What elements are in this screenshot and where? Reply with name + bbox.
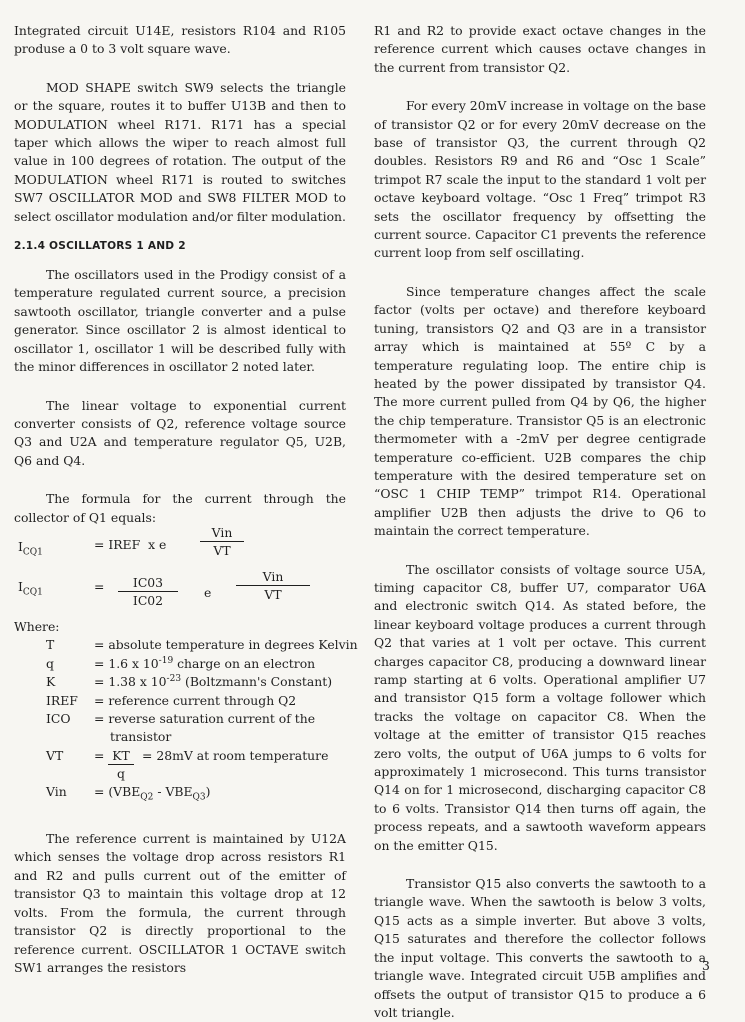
vt-fraction: $\frac{KT}{q}$ [108,748,134,781]
formula-2-e: e [204,584,212,600]
formula-1-exponent: Vin VT [200,525,244,558]
formula-2-exponent: Vin VT [236,569,310,602]
def-row-q: q = 1.6 x $10^{-19}$ charge on an electron [46,655,316,671]
formula-1 [14,524,346,573]
def-row-t: T = absolute temperature in degrees Kelvin [46,637,358,653]
right-column [374,22,706,1022]
paragraph-triangle-conversion: Transistor Q15 also converts the sawtooth to a triangle wave. When the sawtooth is below 3 volts, Q15 acts as a simple inverter. But above 3 volts, Q15 saturates and therefore the collector follows the input voltage. This converts the sawtooth to a triangle wave. Integrated circuit U5B amplifies and offsets the output of transistor Q15 to produce a 6 volt triangle. [374,876,706,1020]
def-row-ico: ICO = reverse saturation current of the [46,710,316,726]
paragraph-reference-current: The reference current is maintained by U12A which senses the voltage drop across resistors R1 and R2 and pulls current out of the emitter of transistor Q3 to maintain this voltage drop at 12 volts. From the formula, the current through transistor Q2 is directly proportional to the reference current. OSCILLATOR 1 OCTAVE switch SW1 arranges the resistors [14,831,346,975]
formula-1-rhs: = IREF x e [94,536,167,552]
formula-1-lhs: $I_{CQ1}$ [18,538,43,558]
paragraph-temperature: Since temperature changes affect the scale factor (volts per octave) and therefore keyboard tuning, transistors Q2 and Q3 are in a transistor array which is maintained at 55º C by a temperature regulating loop. The entire chip is heated by the power dissipated by transistor Q4. The more current pulled from Q4 by Q6, the higher the chip temperature. Transistor Q5 is an electronic thermometer with a -2mV per degree centigrade temperature co-efficient. U2B compares the chip temperature with the desired temperature set on “OSC 1 CHIP TEMP” trimpot R14. Operational amplifier U2B then adjusts the drive to Q6 to maintain the correct temperature. [374,283,706,539]
where-label: Where: [14,618,60,634]
section-heading: 2.1.4 OSCILLATORS 1 AND 2 [14,240,186,253]
paragraph-converter: The linear voltage to exponential current converter consists of Q2, reference voltage source Q3 and U2A and temperature regulator Q5, U2B, Q6 and Q4. [14,397,346,468]
paragraph-formula-intro: The formula for the current through the collector of Q1 equals: [14,491,346,525]
def-row-ico-cont: transistor [110,729,172,745]
left-column [14,22,358,977]
def-row-vt: VT = $\frac{KT}{q}$ = 28mV at room temperature [46,747,329,781]
where-definitions [14,618,358,803]
page-number: 3 [702,958,710,973]
paragraph-square-wave: Integrated circuit U14E, resistors R104 and R105 produse a 0 to 3 volt square wave. [14,23,346,57]
def-row-iref: IREF = reference current through Q2 [46,692,297,708]
formula-2-lhs: $I_{CQ1}$ [18,578,43,598]
def-row-k: K = 1.38 x $10^{-23}$ (Boltzmann's Constant) [46,674,333,690]
paragraph-mod-shape: MOD SHAPE switch SW9 selects the triangle or the square, routes it to buffer U13B and then to MODULATION wheel R171. R171 has a special taper which allows the wiper to reach almost full value in 100 degrees of rotation. The output of the MODULATION wheel R171 is routed to switches SW7 OSCILLATOR MOD and SW8 FILTER MOD to select oscillator modulation and/or filter modulation. [14,79,346,224]
paragraph-oscillators-intro: The oscillators used in the Prodigy consist of a temperature regulated current source, a precision sawtooth oscillator, triangle converter and a pulse generator. Since oscillator 2 is almost identical to oscillator 1, oscillator 1 will be described fully with the minor differences in oscillator 2 noted later. [14,267,346,375]
formula-2-equals: = [94,578,105,594]
def-row-vin: Vin = $(VBE_{Q2} - VBE_{Q3})$ [46,783,211,803]
paragraph-20mv: For every 20mV increase in voltage on the base of transistor Q2 or for every 20mV decrease on the base of transistor Q3, the current through Q2 doubles. Resistors R9 and R6 and “Osc 1 Scale” trimpot R7 scale the input to the standard 1 volt per octave keyboard voltage. “Osc 1 Freq” trimpot R3 sets the oscillator frequency by offsetting the current source. Capacitor C1 prevents the reference current loop from self oscillating. [374,98,706,261]
paragraph-oscillator-circuit: The oscillator consists of voltage source U5A, timing capacitor C8, buffer U7, comparator U6A and electronic switch Q14. As stated before, the linear keyboard voltage produces a current through Q2 that varies at 1 volt per octave. This current charges capacitor C8, producing a downward linear ramp starting at 6 volts. Operational amplifier U7 and transistor Q15 form a voltage follower which tracks the voltage on capacitor C8. When the voltage at the emitter of transistor Q15 reaches zero volts, the output of U6A jumps to 6 volts for approximately 1 microsecond. This turns transistor Q14 on for 1 microsecond, discharging capacitor C8 to 6 volts. Transistor Q14 then turns off again, the process repeats, and a sawtooth waveform appears on the emitter Q15. [374,561,706,853]
formula-2-ratio: $\frac{IC03}{IC02}$ [118,575,178,608]
formula-2 [14,568,346,619]
paragraph-octave-changes: R1 and R2 to provide exact octave changes in the reference current which causes octave changes in the current from transistor Q2. [374,23,706,75]
